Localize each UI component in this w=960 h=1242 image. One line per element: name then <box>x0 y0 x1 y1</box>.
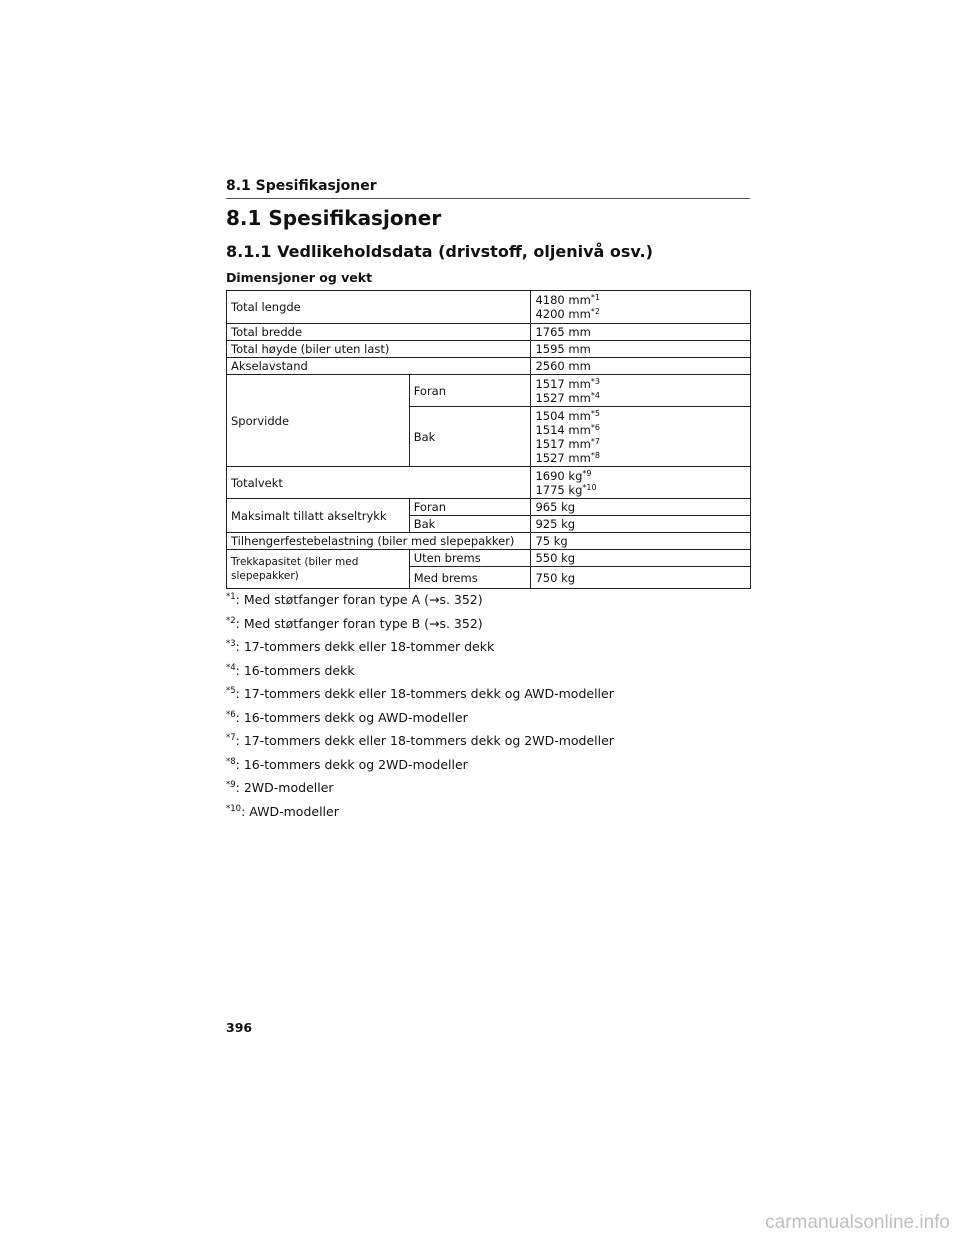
subsection-title: 8.1.1 Vedlikeholdsdata (drivstoff, oljenivå osv.) <box>226 242 653 261</box>
running-head: 8.1 Spesifikasjoner <box>226 178 750 199</box>
sub-label: Med brems <box>409 567 531 589</box>
table-row <box>227 291 751 324</box>
row-value: 1517 $mm^{*3}$ 1527 $mm^{*4}$ <box>531 375 751 407</box>
footnote: $^{*6}$: 16-tommers dekk og AWD-modeller <box>226 709 468 725</box>
table-title: Dimensjoner og vekt <box>226 270 373 285</box>
row-value: 1595 mm <box>531 341 751 358</box>
row-label: Total høyde (biler uten last) <box>227 341 531 358</box>
table-row <box>227 324 751 341</box>
footnote: $^{*10}$: AWD-modeller <box>226 803 339 819</box>
footnote: $^{*1}$: Med støtfanger foran type A (→s. 352) <box>226 592 483 607</box>
footnote: $^{*3}$: 17-tommers dekk eller 18-tommer dekk <box>226 639 495 654</box>
row-value: 925 kg <box>531 516 751 533</box>
footnotes <box>226 592 614 827</box>
sub-label: Bak <box>409 407 531 467</box>
sub-label: Uten brems <box>409 550 531 567</box>
row-value: 2560 mm <box>531 358 751 375</box>
page-number: 396 <box>226 1020 253 1035</box>
row-label: Trekkapasitet (biler med slepepakker) <box>227 550 410 589</box>
section-title: 8.1 Spesifikasjoner <box>226 206 442 230</box>
footnote: $^{*8}$: 16-tommers dekk og 2WD-modeller <box>226 756 468 772</box>
sub-label: Bak <box>409 516 531 533</box>
row-value: 75 kg <box>531 533 751 550</box>
row-value: 1690 $kg^{*9}$ 1775 $kg^{*10}$ <box>531 467 751 499</box>
row-label: Tilhengerfestebelastning (biler med slepepakker) <box>227 533 531 550</box>
table-row <box>227 467 751 499</box>
footnote: $^{*2}$: Med støtfanger foran type B (→s. 352) <box>226 615 483 631</box>
table-row <box>227 358 751 375</box>
row-value: 1504 $mm^{*5}$ 1514 $mm^{*6}$ 1517 $mm^{*7}$ 1527 $mm^{*8}$ <box>531 407 751 467</box>
footnote: $^{*7}$: 17-tommers dekk eller 18-tommers dekk og 2WD-modeller <box>226 733 614 748</box>
watermark: carmanualsonline.info <box>765 1212 950 1233</box>
row-value: 750 kg <box>531 567 751 589</box>
row-label: Total bredde <box>227 324 531 341</box>
table-row <box>227 375 751 407</box>
table-row <box>227 550 751 567</box>
row-label: Sporvidde <box>227 375 410 467</box>
footnote: $^{*5}$: 17-tommers dekk eller 18-tommers dekk og AWD-modeller <box>226 686 614 701</box>
row-value: 4180 $mm^{*1}$ 4200 $mm^{*2}$ <box>531 291 751 324</box>
sub-label: Foran <box>409 375 531 407</box>
table-row <box>227 499 751 516</box>
sub-label: Foran <box>409 499 531 516</box>
table-row <box>227 341 751 358</box>
table-row <box>227 533 751 550</box>
footnote: $^{*4}$: 16-tommers dekk <box>226 662 355 678</box>
row-label: Totalvekt <box>227 467 531 499</box>
row-value: 1765 mm <box>531 324 751 341</box>
row-label: Total lengde <box>227 291 531 324</box>
dimensions-table <box>226 290 751 589</box>
row-value: 965 kg <box>531 499 751 516</box>
row-label: Akselavstand <box>227 358 531 375</box>
row-label: Maksimalt tillatt akseltrykk <box>227 499 410 533</box>
row-value: 550 kg <box>531 550 751 567</box>
footnote: $^{*9}$: 2WD-modeller <box>226 780 334 795</box>
